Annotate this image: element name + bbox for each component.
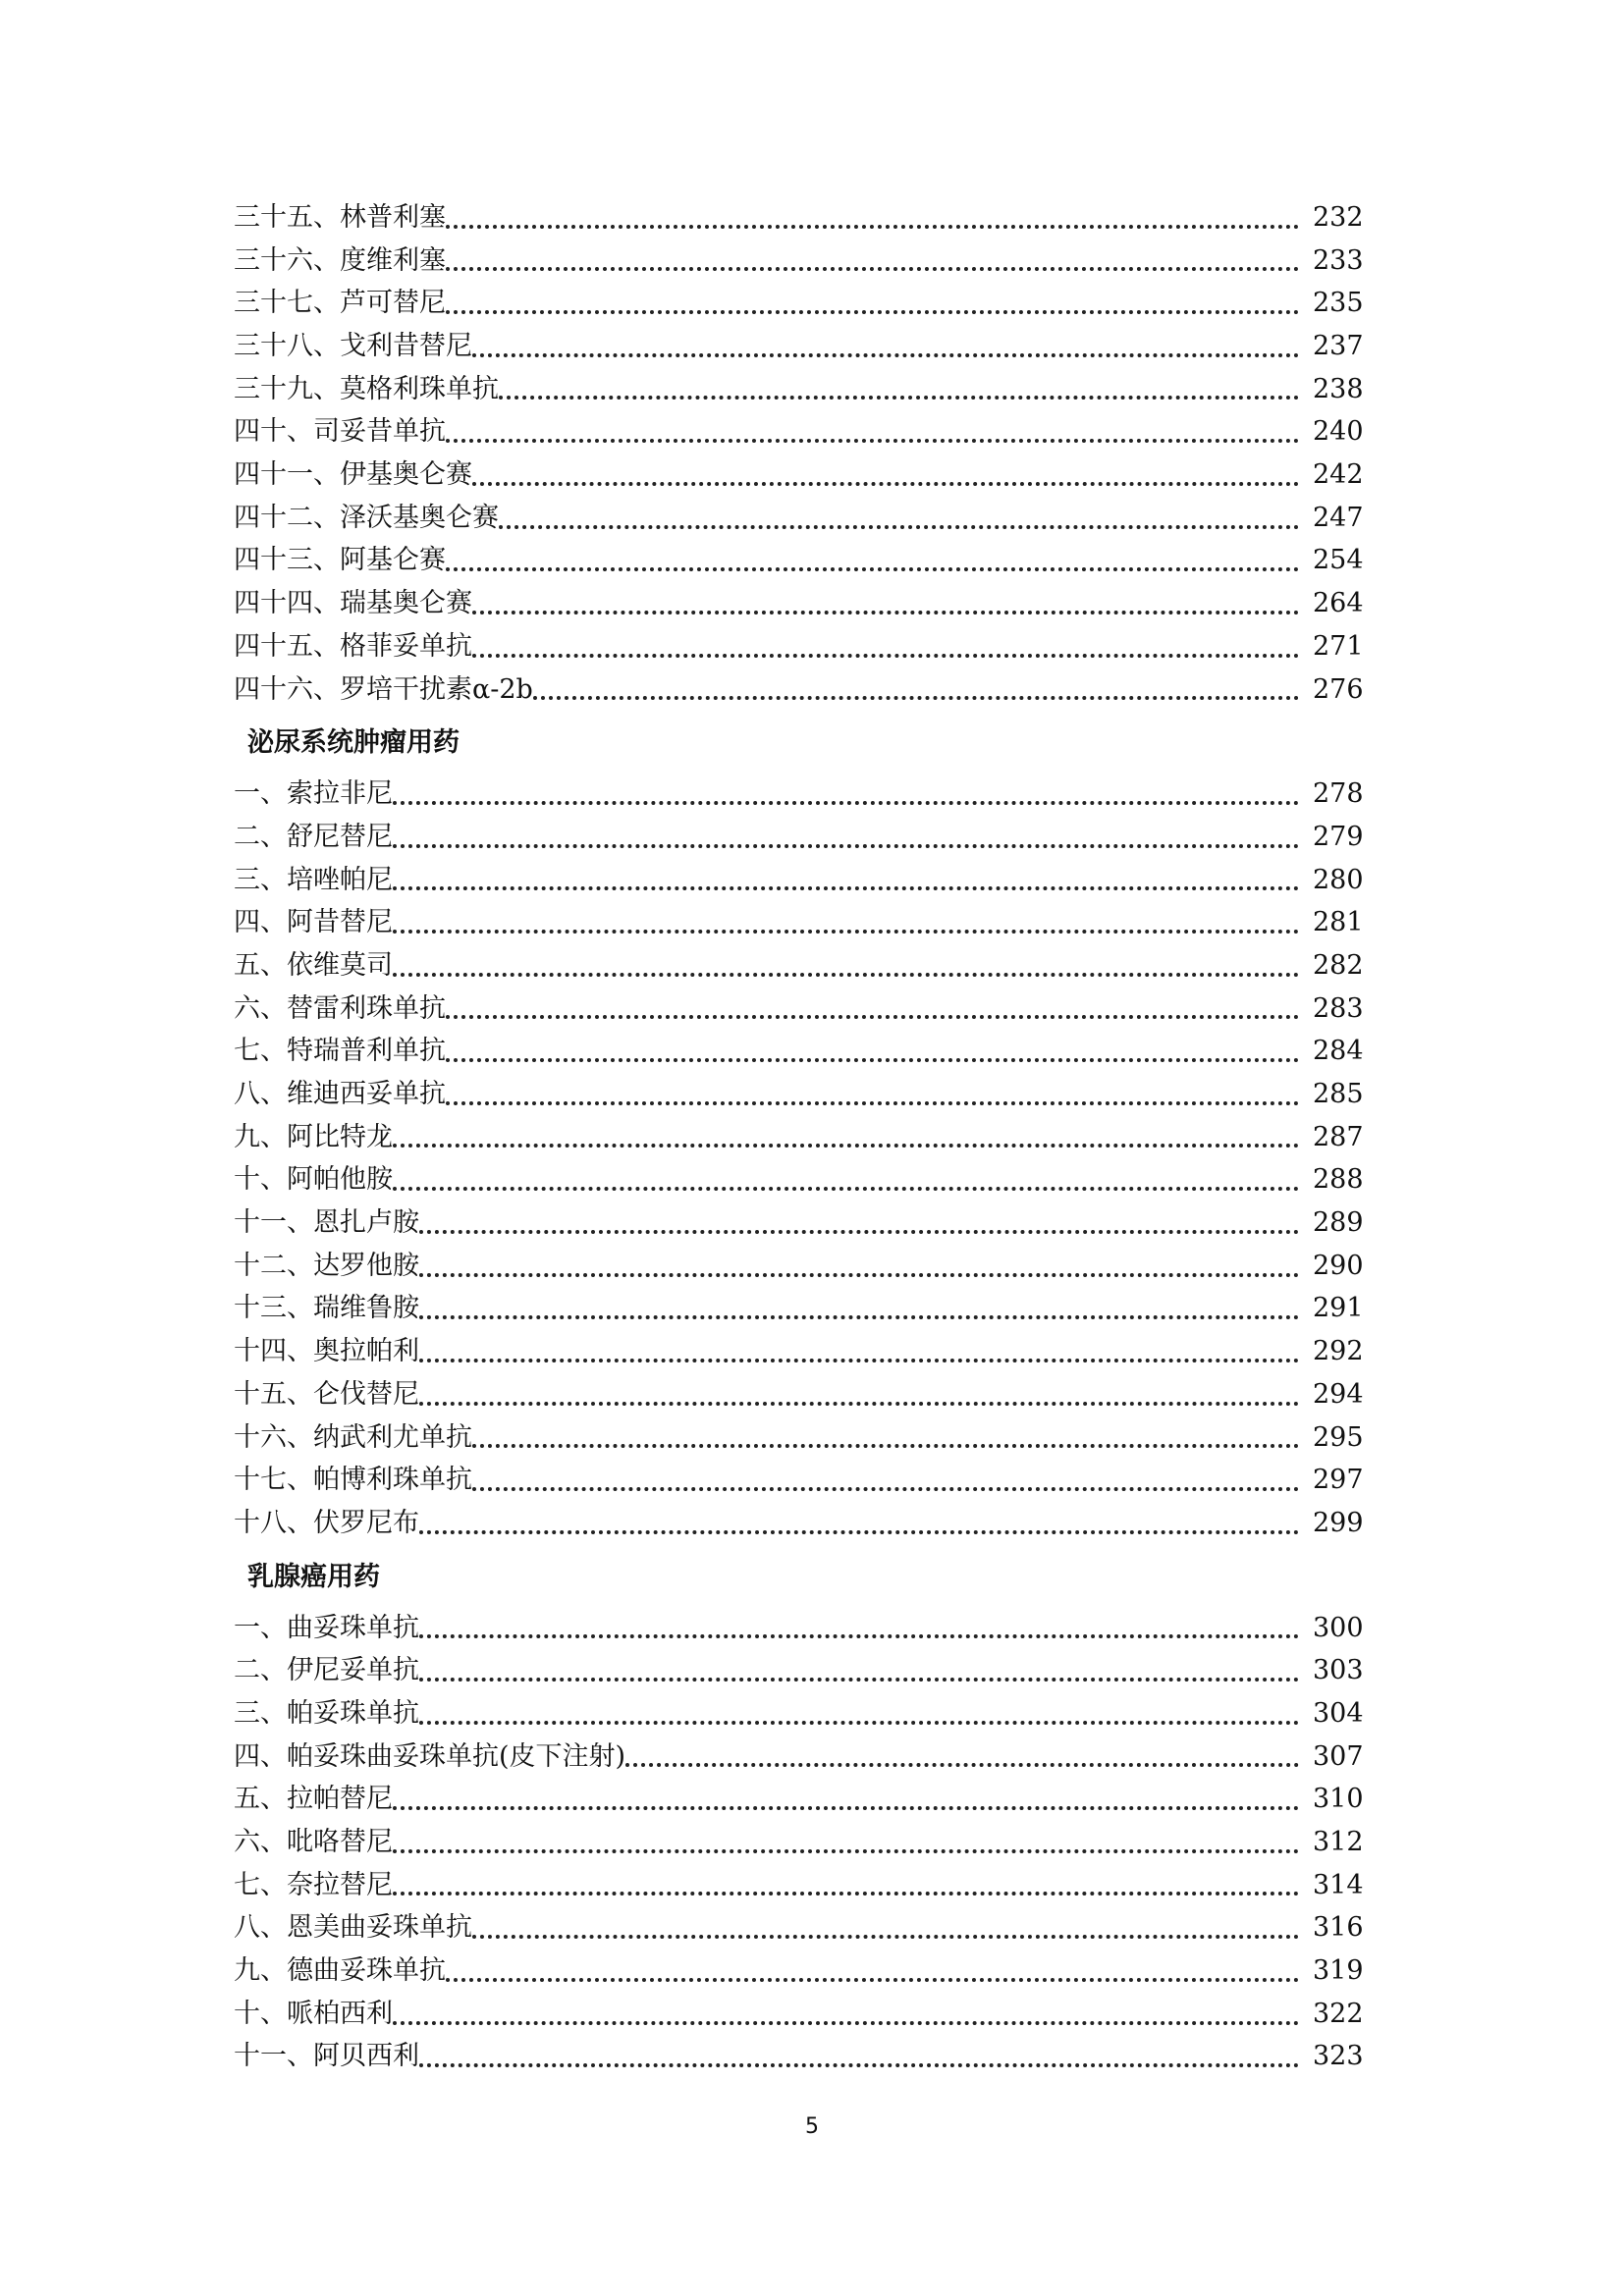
toc-entry-page: 233 — [1313, 244, 1364, 276]
toc-entry[interactable] — [234, 773, 1363, 816]
toc-entry-title: 八、维迪西妥单抗 — [234, 1079, 446, 1110]
dot-leader — [499, 396, 1299, 400]
toc-entry[interactable] — [234, 816, 1363, 859]
toc-entry-page: 290 — [1313, 1250, 1364, 1281]
toc-entry[interactable] — [234, 1949, 1363, 1993]
toc-entry-title: 十六、纳武利尤单抗 — [234, 1421, 472, 1453]
toc-entry-title: 四、帕妥珠曲妥珠单抗(皮下注射) — [234, 1740, 626, 1772]
toc-entry-page: 235 — [1313, 288, 1364, 319]
page-number: 5 — [805, 2114, 819, 2139]
toc-entry-title: 四十六、罗培干扰素α-2b — [234, 673, 533, 705]
dot-leader — [625, 1763, 1299, 1767]
toc-entry-title: 十、阿帕他胺 — [234, 1164, 393, 1196]
toc-entry-page: 242 — [1313, 459, 1364, 491]
dot-leader — [472, 353, 1299, 357]
toc-entry[interactable] — [234, 859, 1363, 902]
toc-entry-page: 314 — [1313, 1869, 1364, 1900]
toc-entry-page: 299 — [1313, 1507, 1364, 1538]
toc-entry[interactable] — [234, 1864, 1363, 1907]
dot-leader — [393, 1849, 1299, 1853]
toc-entry[interactable] — [234, 1158, 1363, 1201]
dot-leader — [446, 1978, 1299, 1982]
toc-entry-title: 十八、伏罗尼布 — [234, 1507, 419, 1538]
toc-entry[interactable] — [234, 240, 1363, 283]
dot-leader — [419, 1721, 1299, 1725]
dot-leader — [419, 1402, 1299, 1406]
toc-entry-title: 八、恩美曲妥珠单抗 — [234, 1912, 472, 1944]
dot-leader — [472, 611, 1299, 614]
dot-leader — [472, 1487, 1299, 1491]
toc-entry[interactable] — [234, 668, 1363, 712]
toc-entry-title: 九、德曲妥珠单抗 — [234, 1955, 446, 1987]
toc-entry-title: 七、特瑞普利单抗 — [234, 1036, 446, 1067]
toc-entry[interactable] — [234, 196, 1363, 240]
toc-entry-title: 四十五、格菲妥单抗 — [234, 630, 472, 662]
toc-entry-title: 四、阿昔替尼 — [234, 907, 393, 938]
dot-leader — [499, 525, 1299, 529]
toc-entry-title: 四十三、阿基仑赛 — [234, 545, 446, 576]
toc-entry[interactable] — [234, 625, 1363, 668]
toc-entry[interactable] — [234, 1245, 1363, 1288]
dot-leader — [472, 1935, 1299, 1939]
toc-entry-page: 322 — [1313, 1998, 1364, 2029]
toc-entry-page: 291 — [1313, 1293, 1364, 1324]
dot-leader — [446, 310, 1299, 314]
toc-entry-page: 237 — [1313, 331, 1364, 362]
toc-entry-page: 292 — [1313, 1336, 1364, 1367]
toc-entry-title: 三十七、芦可替尼 — [234, 288, 446, 319]
toc-entry-page: 278 — [1313, 778, 1364, 810]
toc-entry-title: 十二、达罗他胺 — [234, 1250, 419, 1281]
toc-entry-title: 三十五、林普利塞 — [234, 201, 446, 233]
toc-entry-page: 247 — [1313, 502, 1364, 533]
dot-leader — [446, 225, 1299, 229]
toc-entry[interactable] — [234, 1116, 1363, 1159]
toc-entry-page: 307 — [1313, 1740, 1364, 1772]
toc-entry-title: 十、哌柏西利 — [234, 1998, 393, 2029]
table-of-contents — [234, 196, 1363, 2078]
dot-leader — [533, 696, 1299, 700]
dot-leader — [419, 2063, 1299, 2067]
toc-entry-page: 264 — [1313, 588, 1364, 619]
dot-leader — [419, 1634, 1299, 1638]
dot-leader — [446, 267, 1299, 271]
toc-entry-title: 七、奈拉替尼 — [234, 1869, 393, 1900]
dot-leader — [419, 1530, 1299, 1534]
toc-entry-page: 287 — [1313, 1121, 1364, 1152]
dot-leader — [393, 1187, 1299, 1191]
toc-entry-title: 一、曲妥珠单抗 — [234, 1612, 419, 1643]
toc-entry-page: 319 — [1313, 1955, 1364, 1987]
toc-entry-page: 279 — [1313, 821, 1364, 852]
section-heading: 泌尿系统肿瘤用药 — [247, 727, 460, 759]
toc-entry[interactable] — [234, 1502, 1363, 1545]
toc-entry[interactable] — [234, 944, 1363, 988]
toc-entry-page: 284 — [1313, 1036, 1364, 1067]
toc-entry-title: 三、培唑帕尼 — [234, 864, 393, 895]
toc-entry-title: 十一、恩扎卢胺 — [234, 1207, 419, 1239]
toc-entry[interactable] — [234, 410, 1363, 454]
toc-entry-page: 240 — [1313, 416, 1364, 448]
toc-entry[interactable] — [234, 368, 1363, 411]
toc-entry[interactable] — [234, 1692, 1363, 1735]
toc-entry-title: 三十六、度维利塞 — [234, 244, 446, 276]
dot-leader — [419, 1315, 1299, 1319]
toc-entry-page: 254 — [1313, 545, 1364, 576]
toc-entry-title: 五、拉帕替尼 — [234, 1784, 393, 1815]
dot-leader — [393, 844, 1299, 848]
toc-entry-title: 十五、仑伐替尼 — [234, 1378, 419, 1410]
toc-entry-page: 283 — [1313, 992, 1364, 1024]
toc-entry-title: 二、舒尼替尼 — [234, 821, 393, 852]
toc-entry[interactable] — [234, 1778, 1363, 1821]
toc-entry-page: 282 — [1313, 949, 1364, 981]
section-heading: 乳腺癌用药 — [247, 1561, 380, 1592]
toc-entry-page: 238 — [1313, 373, 1364, 404]
toc-entry-page: 271 — [1313, 630, 1364, 662]
dot-leader — [472, 1444, 1299, 1448]
toc-entry[interactable] — [234, 1073, 1363, 1116]
toc-entry[interactable] — [234, 2036, 1363, 2079]
toc-entry-title: 四十、司妥昔单抗 — [234, 416, 446, 448]
toc-entry-title: 六、吡咯替尼 — [234, 1827, 393, 1858]
toc-entry[interactable] — [234, 1906, 1363, 1949]
toc-entry-page: 297 — [1313, 1465, 1364, 1496]
dot-leader — [446, 439, 1299, 443]
toc-entry-page: 285 — [1313, 1079, 1364, 1110]
dot-leader — [446, 1101, 1299, 1105]
toc-entry[interactable] — [234, 282, 1363, 325]
dot-leader — [393, 930, 1299, 934]
toc-entry-title: 五、依维莫司 — [234, 949, 393, 981]
toc-entry-page: 310 — [1313, 1784, 1364, 1815]
toc-entry[interactable] — [234, 1330, 1363, 1373]
toc-entry[interactable] — [234, 1735, 1363, 1779]
toc-entry-page: 323 — [1313, 2041, 1364, 2072]
toc-entry[interactable] — [234, 1607, 1363, 1650]
toc-entry-page: 303 — [1313, 1655, 1364, 1686]
dot-leader — [446, 567, 1299, 571]
toc-entry-title: 一、索拉非尼 — [234, 778, 393, 810]
dot-leader — [446, 1058, 1299, 1062]
toc-entry-title: 三十八、戈利昔替尼 — [234, 331, 472, 362]
toc-entry-title: 十一、阿贝西利 — [234, 2041, 419, 2072]
toc-entry-page: 304 — [1313, 1697, 1364, 1729]
dot-leader — [419, 1359, 1299, 1362]
dot-leader — [393, 1892, 1299, 1896]
toc-entry-page: 316 — [1313, 1912, 1364, 1944]
dot-leader — [393, 886, 1299, 890]
toc-entry[interactable] — [234, 1416, 1363, 1460]
toc-entry[interactable] — [234, 1373, 1363, 1416]
toc-entry[interactable] — [234, 1030, 1363, 1073]
toc-entry[interactable] — [234, 1993, 1363, 2036]
toc-entry-title: 四十四、瑞基奥仑赛 — [234, 588, 472, 619]
toc-entry-page: 276 — [1313, 673, 1364, 705]
toc-entry-title: 九、阿比特龙 — [234, 1121, 393, 1152]
toc-entry-page: 232 — [1313, 201, 1364, 233]
toc-entry[interactable] — [234, 1821, 1363, 1864]
dot-leader — [393, 1806, 1299, 1810]
dot-leader — [419, 1678, 1299, 1682]
dot-leader — [446, 1015, 1299, 1019]
toc-entry[interactable] — [234, 454, 1363, 497]
toc-entry[interactable] — [234, 325, 1363, 368]
toc-entry-page: 280 — [1313, 864, 1364, 895]
toc-entry-title: 四十二、泽沃基奥仑赛 — [234, 502, 499, 533]
toc-entry[interactable] — [234, 1201, 1363, 1245]
dot-leader — [419, 1230, 1299, 1234]
dot-leader — [393, 801, 1299, 805]
toc-entry-title: 十七、帕博利珠单抗 — [234, 1465, 472, 1496]
toc-entry-page: 288 — [1313, 1164, 1364, 1196]
toc-entry[interactable] — [234, 1288, 1363, 1331]
toc-entry-title: 十四、奥拉帕利 — [234, 1336, 419, 1367]
toc-entry[interactable] — [234, 497, 1363, 540]
dot-leader — [472, 654, 1299, 658]
dot-leader — [472, 482, 1299, 486]
toc-entry[interactable] — [234, 988, 1363, 1031]
toc-entry[interactable] — [234, 1649, 1363, 1692]
dot-leader — [393, 2021, 1299, 2025]
toc-entry-page: 281 — [1313, 907, 1364, 938]
dot-leader — [393, 973, 1299, 977]
toc-entry-page: 294 — [1313, 1378, 1364, 1410]
toc-entry-title: 六、替雷利珠单抗 — [234, 992, 446, 1024]
toc-entry-title: 二、伊尼妥单抗 — [234, 1655, 419, 1686]
toc-entry-title: 三、帕妥珠单抗 — [234, 1697, 419, 1729]
toc-entry-page: 312 — [1313, 1827, 1364, 1858]
dot-leader — [393, 1144, 1299, 1148]
toc-entry-title: 四十一、伊基奥仑赛 — [234, 459, 472, 491]
toc-entry-page: 295 — [1313, 1421, 1364, 1453]
toc-entry[interactable] — [234, 582, 1363, 625]
toc-entry-page: 289 — [1313, 1207, 1364, 1239]
toc-entry-title: 三十九、莫格利珠单抗 — [234, 373, 499, 404]
toc-entry[interactable] — [234, 901, 1363, 944]
toc-entry-title: 十三、瑞维鲁胺 — [234, 1293, 419, 1324]
toc-entry[interactable] — [234, 1459, 1363, 1502]
toc-entry[interactable] — [234, 540, 1363, 583]
dot-leader — [419, 1273, 1299, 1277]
toc-entry-page: 300 — [1313, 1612, 1364, 1643]
